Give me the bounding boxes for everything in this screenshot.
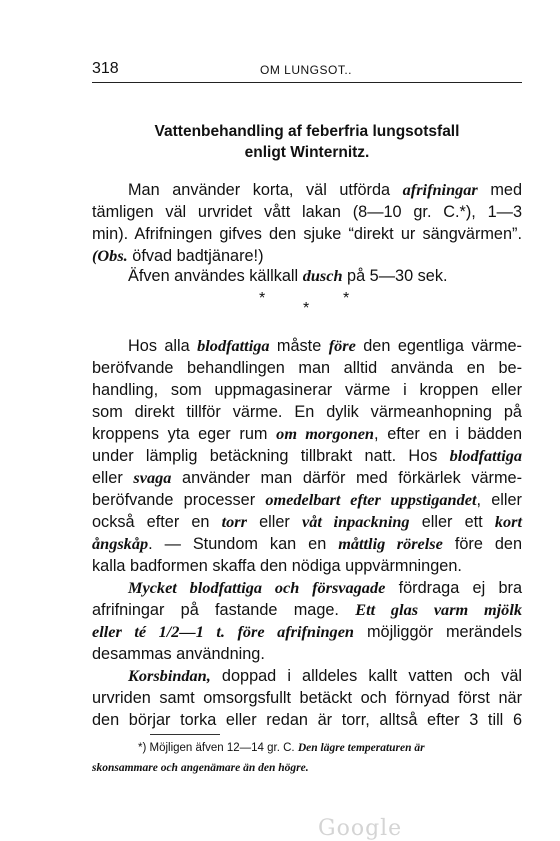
paragraph-3-line: [92, 446, 522, 466]
text: afrifningar på fastande mage.: [92, 601, 356, 619]
emphasis: omedelbart efter uppstigandet: [265, 490, 477, 509]
paragraph-5-line: den börjar torka eller redan är torr, alltså efter 3 till 6: [92, 711, 522, 729]
text: kroppens yta eger rum: [92, 425, 277, 443]
text: eller: [92, 469, 134, 487]
text: också efter en: [92, 513, 222, 531]
emphasis: blodfattiga: [197, 336, 270, 355]
emphasis: om morgonen: [276, 424, 374, 443]
emphasis: skonsammare och angenämare än den högre.: [92, 762, 309, 774]
emphasis: torr: [221, 512, 247, 531]
paragraph-1-line: min). Afrifningen gifves den sjuke “direkt ur sängvärmen”.: [92, 225, 522, 243]
emphasis: måttlig rörelse: [338, 534, 443, 553]
section-heading-line-1: Vattenbehandling af feberfria lungsotsfall: [154, 123, 460, 140]
running-header: [92, 60, 522, 84]
paragraph-1-line: [92, 246, 522, 266]
section-heading-line-2: enligt Winternitz.: [244, 144, 370, 161]
paragraph-3-line: [92, 468, 522, 488]
paragraph-3-line: [92, 534, 522, 554]
text: måste: [269, 337, 329, 355]
text: fördraga ej bra: [385, 579, 523, 597]
emphasis: före: [328, 336, 356, 355]
paragraph-5-line: urvriden samt omsorgsfullt betäckt och förnyad först när: [92, 689, 522, 707]
text: före den: [442, 535, 522, 553]
asterisk: *: [303, 300, 310, 317]
text: möjliggör merändels: [353, 623, 522, 641]
emphasis: Mycket blodfattiga och försvagade: [128, 578, 386, 597]
paragraph-2-line: [92, 266, 522, 286]
text: , efter en i bädden: [374, 425, 522, 443]
emphasis: (Obs.: [92, 246, 128, 265]
paragraph-3-line: [92, 424, 522, 444]
page-number: 318: [92, 60, 119, 77]
paragraph-3-line: [92, 512, 522, 532]
text: den egentliga värme-: [355, 337, 522, 355]
header-rule: [92, 82, 522, 83]
paragraph-4-line: desammas användning.: [92, 645, 265, 663]
text: Hos alla: [128, 337, 198, 355]
text: . — Stundom kan en: [148, 535, 339, 553]
footnote-line: [92, 740, 560, 756]
paragraph-5-line: [92, 666, 522, 686]
asterism: [92, 290, 522, 320]
text: eller: [246, 513, 302, 531]
emphasis: blodfattiga: [449, 446, 522, 465]
emphasis: dusch: [302, 266, 343, 285]
emphasis: svaga: [133, 468, 172, 487]
paragraph-1-line: [92, 180, 522, 200]
text: använder man därför med förkärlek värme-: [171, 469, 523, 487]
paragraph-4-line: [92, 578, 522, 598]
text: *) Möjligen äfven 12—14 gr. C.: [138, 742, 298, 754]
emphasis: våt inpackning: [301, 512, 410, 531]
paragraph-4-line: [92, 622, 522, 642]
paragraph-1-line: tämligen väl urvridet vått lakan (8—10 gr. C.*), 1—3: [92, 203, 522, 221]
text: eller ett: [409, 513, 495, 531]
text: Man använder korta, väl utförda: [128, 181, 403, 199]
emphasis: 1/2—1 t. före afrifningen: [158, 622, 354, 641]
text: doppad i alldeles kallt vatten och väl: [210, 667, 522, 685]
running-title: OM LUNGSOT..: [260, 63, 353, 77]
paragraph-3-line: [92, 336, 522, 356]
emphasis: ångskåp: [92, 534, 149, 553]
text: under lämplig betäckning tillbrakt natt. Hos: [92, 447, 450, 465]
paragraph-3-line: kalla badformen skaffa den nödiga uppvärmningen.: [92, 557, 462, 575]
paragraph-4-line: [92, 600, 522, 620]
asterisk: *: [259, 290, 266, 307]
text: med: [477, 181, 522, 199]
text: Äfven användes källkall: [128, 267, 303, 285]
emphasis: eller té: [92, 622, 159, 641]
paragraph-3-line: [92, 490, 522, 510]
emphasis: kort: [494, 512, 522, 531]
asterisk: *: [343, 290, 350, 307]
paragraph-3-line: beröfvande behandlingen man alltid använda en be-: [92, 359, 522, 377]
text: på 5—30 sek.: [342, 267, 448, 285]
google-watermark: Google: [318, 816, 403, 841]
paragraph-3-line: som direkt tillför värme. En dylik värmeanhopning på: [92, 403, 522, 421]
footnote-line: [92, 760, 522, 776]
emphasis: afrifningar: [402, 180, 478, 199]
emphasis: Den lägre temperaturen är: [297, 742, 425, 754]
paragraph-3-line: handling, som uppmagasinerar värme i kroppen eller: [92, 381, 522, 399]
text: , eller: [476, 491, 522, 509]
emphasis: Ett glas varm mjölk: [355, 600, 522, 619]
emphasis: Korsbindan,: [128, 666, 211, 685]
text: öfvad badtjänare!): [127, 247, 264, 265]
text: beröfvande processer: [92, 491, 266, 509]
footnote-rule: [150, 734, 220, 735]
